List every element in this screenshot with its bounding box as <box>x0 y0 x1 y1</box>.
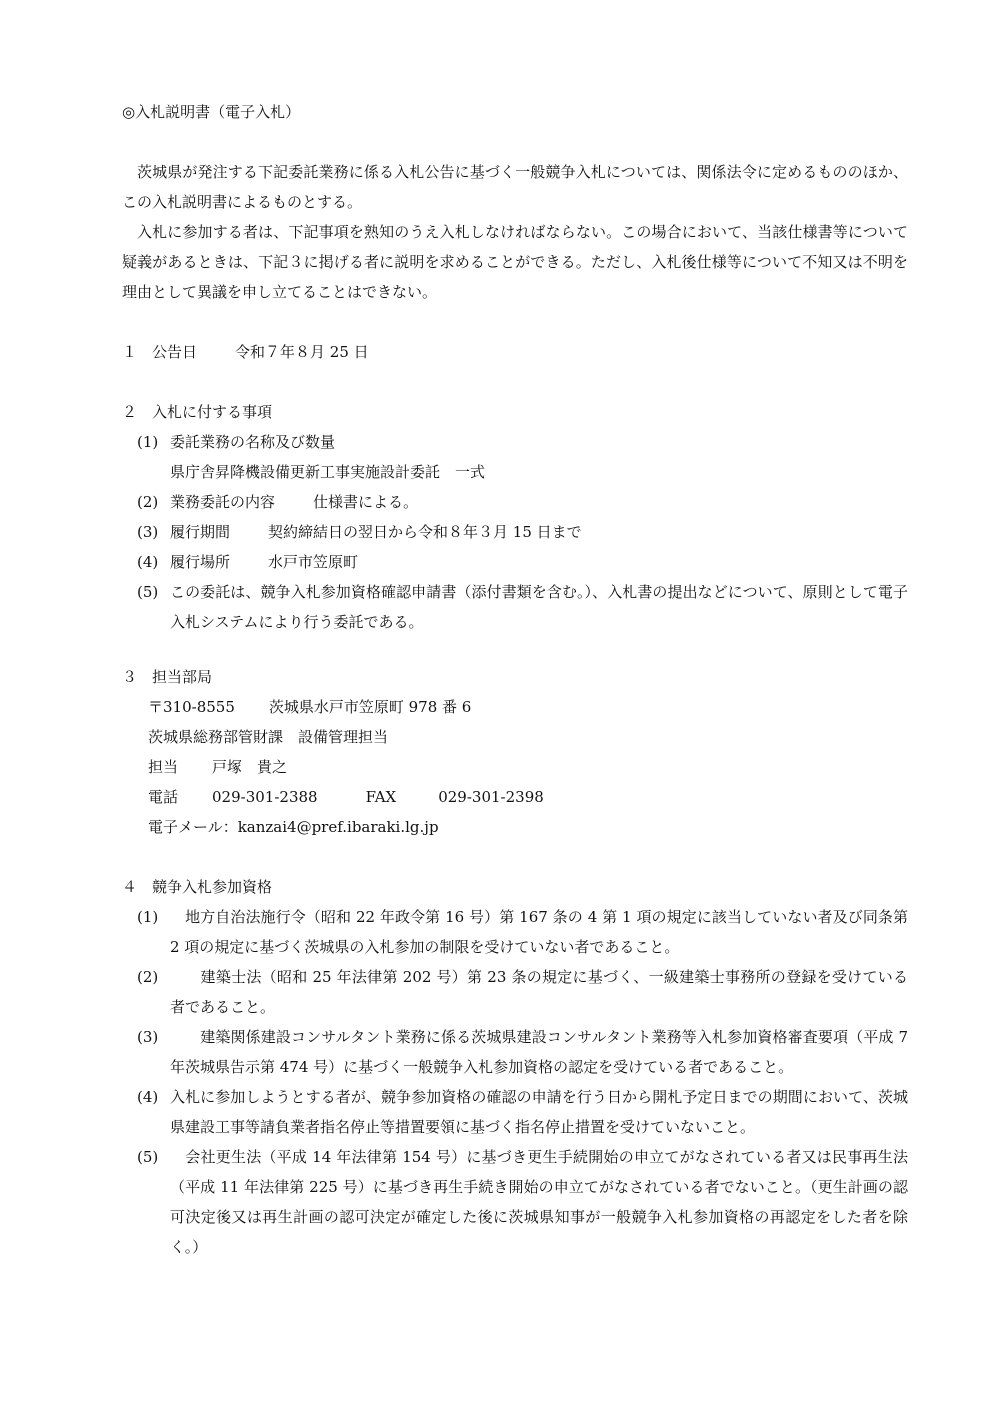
section-2-heading <box>122 397 908 427</box>
section-4-item-1 <box>122 902 908 962</box>
item-number: (1) <box>137 433 159 451</box>
section-4-title: 競争入札参加資格 <box>152 878 273 896</box>
address: 茨城県水戸市笠原町 978 番 6 <box>268 698 472 716</box>
phone-line <box>122 782 908 812</box>
section-4-number: ４ <box>122 878 138 896</box>
item-text: 入札に参加しようとする者が、競争参加資格の確認の申請を行う日から開札予定日までの期間において、茨城県建設工事等請負業者指名停止等措置要領に基づく指名停止措置を受けていないこと。 <box>170 1088 908 1136</box>
item-value: 契約締結日の翌日から令和８年３月 15 日まで <box>268 523 582 541</box>
item-label: 業務委託の内容 <box>170 493 276 511</box>
section-1-heading <box>122 337 908 367</box>
section-1 <box>122 337 908 367</box>
contract-name: 県庁舎昇降機設備更新工事実施設計委託 一式 <box>170 463 486 481</box>
section-3-number: ３ <box>122 668 138 686</box>
item-number: (3) <box>137 523 159 541</box>
item-number: (5) <box>137 583 159 601</box>
section-4 <box>122 872 908 1262</box>
section-3-heading <box>122 662 908 692</box>
item-number: (1) <box>137 908 159 926</box>
section-2-item-1 <box>122 427 908 457</box>
contact-person-name: 戸塚 貴之 <box>212 758 288 776</box>
contact-person-label: 担当 <box>148 758 179 776</box>
email-label: 電子メール： <box>148 818 238 836</box>
intro-paragraph-2: 入札に参加する者は、下記事項を熟知のうえ入札しなければならない。この場合において、当該仕様書等について疑義があるときは、下記３に掲げる者に説明を求めることができる。ただし、入札後仕様等について不知又は不明を理由として異議を申し立てることはできない。 <box>122 223 908 301</box>
section-2-item-3 <box>122 517 908 547</box>
item-text: 会社更生法（平成 14 年法律第 154 号）に基づき更生手続開始の申立てがなされている者又は民事再生法（平成 11 年法律第 225 号）に基づき再生手続き開始の申立てがなされている者でないこと。（更生計画の認可決定後又は再生計画の認可決定が確定した後に茨城県知事が一般競争入札参加資格の再認定をした者を除く。） <box>170 1148 908 1256</box>
section-2 <box>122 397 908 637</box>
section-2-item-4 <box>122 547 908 577</box>
phone-label: 電話 <box>148 788 179 806</box>
item-value: 仕様書による。 <box>313 493 419 511</box>
item-number: (2) <box>137 493 159 511</box>
department: 茨城県総務部管財課 設備管理担当 <box>148 728 389 746</box>
section-2-title: 入札に付する事項 <box>152 403 273 421</box>
phone-number: 029-301-2388 <box>212 788 318 806</box>
intro-paragraph-1: 茨城県が発注する下記委託業務に係る入札公告に基づく一般競争入札については、関係法令に定めるもののほか、この入札説明書によるものとする。 <box>122 163 908 211</box>
fax-label: FAX <box>365 788 397 806</box>
section-3 <box>122 662 908 842</box>
item-number: (3) <box>137 1028 159 1046</box>
item-number: (5) <box>137 1148 159 1166</box>
postal-code: 〒310-8555 <box>148 698 235 716</box>
item-text: 建築士法（昭和 25 年法律第 202 号）第 23 条の規定に基づく、一級建築士事務所の登録を受けている者であること。 <box>170 968 908 1016</box>
section-1-number: １ <box>122 343 138 361</box>
announcement-date-value: 令和７年８月 25 日 <box>235 343 369 361</box>
item-number: (4) <box>137 553 159 571</box>
item-text: この委託は、競争入札参加資格確認申請書（添付書類を含む。）、入札書の提出などについて、原則として電子入札システムにより行う委託である。 <box>170 583 908 631</box>
contact-person-line <box>122 752 908 782</box>
section-2-item-2 <box>122 487 908 517</box>
intro <box>122 157 908 307</box>
section-4-item-2 <box>122 962 908 1022</box>
email-line <box>122 812 908 842</box>
address-line <box>122 692 908 722</box>
section-3-title: 担当部局 <box>152 668 213 686</box>
item-text: 建築関係建設コンサルタント業務に係る茨城県建設コンサルタント業務等入札参加資格審査要項（平成 7 年茨城県告示第 474 号）に基づく一般競争入札参加資格の認定を受けている者であること。 <box>170 1028 908 1076</box>
section-4-item-4 <box>122 1082 908 1142</box>
item-value: 水戸市笠原町 <box>268 553 359 571</box>
email-address: kanzai4@pref.ibaraki.lg.jp <box>237 818 439 836</box>
item-text: 委託業務の名称及び数量 <box>170 433 336 451</box>
item-label: 履行場所 <box>170 553 231 571</box>
item-number: (2) <box>137 968 159 986</box>
document-title: ◎入札説明書（電子入札） <box>122 103 301 121</box>
announcement-date-label: 公告日 <box>152 343 198 361</box>
section-4-item-3 <box>122 1022 908 1082</box>
section-4-item-5 <box>122 1142 908 1262</box>
item-number: (4) <box>137 1088 159 1106</box>
fax-number: 029-301-2398 <box>438 788 544 806</box>
item-text: 地方自治法施行令（昭和 22 年政令第 16 号）第 167 条の 4 第 1 項の規定に該当していない者及び同条第 2 項の規定に基づく茨城県の入札参加の制限を受けていない者であること。 <box>170 908 908 956</box>
section-2-item-5 <box>122 577 908 637</box>
section-2-number: ２ <box>122 403 138 421</box>
section-4-heading <box>122 872 908 902</box>
item-label: 履行期間 <box>170 523 231 541</box>
